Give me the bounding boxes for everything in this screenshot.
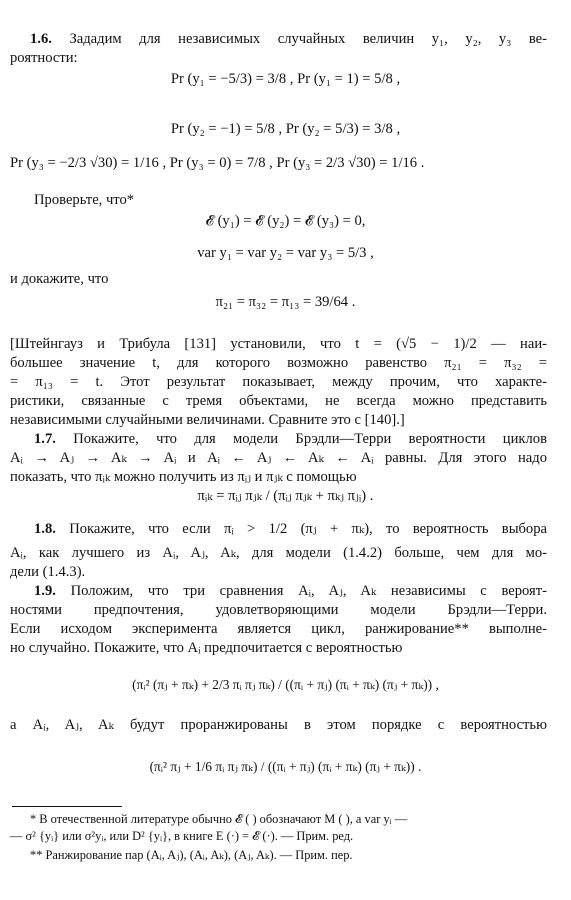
p19-line3: Если исходом эксперимента является цикл, ранжирование** выполне-	[10, 621, 547, 637]
remark-line-3: = π₁₃ = t. Этот результат показывает, между прочим, что характе-	[10, 374, 547, 390]
p19-text1: Положим, что три сравнения Aᵢ, Aⱼ, Aₖ независимы с вероят-	[70, 583, 547, 599]
footnote-rule	[12, 806, 122, 807]
remark-line-4: ристики, связанные с тремя объектами, не всегда можно представить	[10, 393, 547, 409]
p18-text1: Покажите, что если πᵢ > 1/2 (πⱼ + πₖ), то вероятность выбора	[69, 521, 548, 537]
p17-label: 1.7.	[34, 431, 56, 447]
p19-line5: а Aᵢ, Aⱼ, Aₖ будут проранжированы в этом порядке с вероятностью	[10, 717, 547, 733]
p18-line3: дели (1.4.3).	[10, 564, 86, 580]
p19-line2: ностями предпочтения, удовлетворяющими модели Брэдли—Терри.	[10, 602, 547, 618]
p16-line1	[30, 30, 547, 48]
p17-eq: πᵢₖ = πᵢⱼ πⱼₖ / (πᵢⱼ πⱼₖ + πₖⱼ πⱼᵢ) .	[197, 488, 374, 504]
p17-text1: Покажите, что для модели Брэдли—Терри вероятности циклов	[73, 431, 547, 447]
p19-eq1: (πᵢ² (πⱼ + πₖ) + 2/3 πᵢ πⱼ πₖ) / ((πᵢ + πⱼ) (πᵢ + πₖ) (πⱼ + πₖ)) ,	[132, 677, 439, 692]
p16-eq3: Pr (y₃ = −2/3 √30) = 1/16 , Pr (y₃ = 0) = 7/8 , Pr (y₃ = 2/3 √30) = 1/16 .	[10, 155, 425, 171]
p17-line3: показать, что πᵢₖ можно получить из πᵢⱼ и πⱼₖ с помощью	[10, 469, 357, 485]
p16-text1: Зададим для независимых случайных величин y₁, y₂, y₃ ве-	[69, 31, 548, 47]
p16-eq4: 𝓔 (y₁) = 𝓔 (y₂) = 𝓔 (y₃) = 0,	[205, 213, 366, 229]
p16-eq5: var y₁ = var y₂ = var y₃ = 5/3 ,	[197, 245, 374, 261]
p16-line2: роятности:	[10, 50, 78, 66]
p19-line1	[34, 582, 547, 600]
footnote-1b: — σ² {yᵢ} или σ²yᵢ, или D² {yᵢ}, в книге E (·) = 𝓔 (·). — Прим. ред.	[10, 829, 354, 843]
p19-line4: но случайно. Покажите, что Aᵢ предпочитается с вероятностью	[10, 640, 403, 656]
p18-line2: Aᵢ, как лучшего из Aᵢ, Aⱼ, Aₖ, для модели (1.4.2) больше, чем для мо-	[10, 545, 547, 561]
p17-line1	[34, 430, 547, 448]
remark-line-2: большее значение t, для которого возможно равенство π₂₁ = π₃₂ =	[10, 355, 547, 371]
p16-eq2: Pr (y₂ = −1) = 5/8 , Pr (y₂ = 5/3) = 3/8 ,	[170, 121, 401, 137]
p16-label: 1.6.	[30, 31, 52, 47]
p18-label: 1.8.	[34, 521, 56, 537]
footnote-2: ** Ранжирование пар (Aᵢ, Aⱼ), (Aᵢ, Aₖ), (Aⱼ, Aₖ). — Прим. пер.	[30, 848, 353, 862]
remark-line-5: независимыми случайными величинами. Сравните это с [140].]	[10, 412, 405, 428]
footnote-1a: * В отечественной литературе обычно 𝓔 ( ) обозначают M ( ), а var yᵢ —	[30, 812, 408, 826]
p19-eq2: (πᵢ² πⱼ + 1/6 πᵢ πⱼ πₖ) / ((πᵢ + πⱼ) (πᵢ + πₖ) (πⱼ + πₖ)) .	[149, 759, 422, 774]
p16-eq1: Pr (y₁ = −5/3) = 3/8 , Pr (y₁ = 1) = 5/8 ,	[170, 71, 401, 87]
p16-check: Проверьте, что*	[34, 192, 135, 208]
p18-line1	[34, 520, 547, 538]
p16-prove: и докажите, что	[10, 271, 109, 287]
p17-line2: Aᵢ → Aⱼ → Aₖ → Aᵢ и Aᵢ ← Aⱼ ← Aₖ ← Aᵢ равны. Для этого надо	[10, 450, 547, 466]
p19-label: 1.9.	[34, 583, 56, 599]
p16-eq6: π₂₁ = π₃₂ = π₁₃ = 39/64 .	[215, 294, 356, 310]
remark-line-1: [Штейнгауз и Трибула [131] установили, что t = (√5 − 1)/2 — наи-	[10, 336, 547, 352]
